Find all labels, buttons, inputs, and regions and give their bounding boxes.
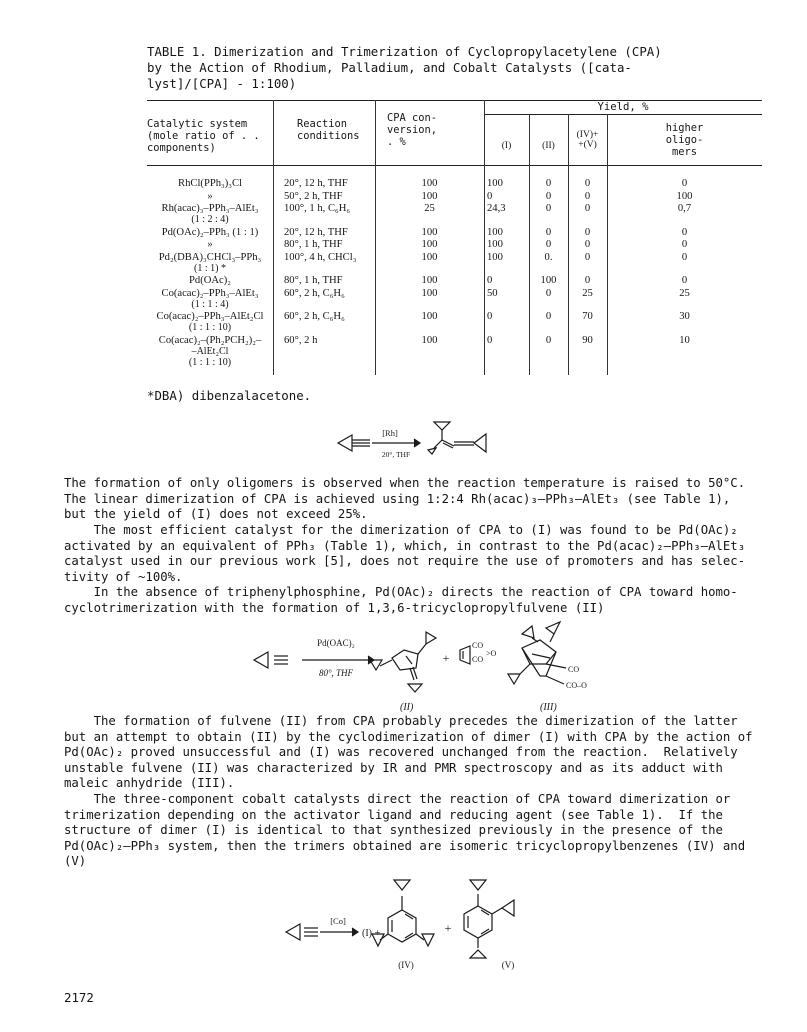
cell-catalytic-system: (1 : 1) *: [194, 262, 226, 274]
header-higher-oligomers: higher oligo- mers: [665, 122, 704, 158]
cell-conv: 25: [424, 203, 435, 214]
scheme2-below: 80°, THF: [318, 668, 354, 678]
cell-conv: 100: [421, 275, 438, 286]
cell-catalytic-system: (1 : 1 : 10): [188, 356, 232, 368]
adduct-co-o: CO–O: [566, 681, 587, 690]
page-number: 2172: [64, 990, 94, 1005]
cell-y1: 0: [487, 275, 493, 286]
cell-y1: 0: [487, 190, 493, 202]
cell-y1: 100: [487, 226, 503, 238]
paragraph: The formation of only oligomers is observed when the reaction temperature is raised to 50°C. The linear dimerization of CPA is achieved using 1:2:4 Rh(acac)₃–PPh₃–AlEt₃ (see Table 1), but the yield of (I) does not exceed 25%.: [64, 476, 746, 521]
label-compound-V: (V): [501, 960, 515, 970]
cell-catalytic-system: (1 : 2 : 4): [191, 214, 229, 225]
anhydride-co-top: CO: [472, 641, 484, 650]
cell-y2: 0: [545, 334, 552, 346]
cell-cond: 100°, 1 h, C₆H₆: [284, 203, 351, 214]
label-compound-IV: (IV): [398, 960, 414, 970]
cell-y1: 100: [487, 251, 503, 263]
paragraph: In the absence of triphenylphosphine, Pd(OAc)₂ directs the reaction of CPA toward homo- cyclotrimerization with the formation of 1,3,6-tricyclopropylfulvene (II): [64, 585, 738, 615]
cell-hig: 0: [681, 239, 688, 250]
cell-y1: 0: [487, 311, 493, 322]
cell-cond: 20°, 12 h, THF: [284, 226, 348, 238]
cell-conv: 100: [421, 190, 438, 202]
cell-conv: 100: [421, 178, 438, 189]
cell-hig: 0: [681, 178, 688, 189]
caption-line: TABLE 1. Dimerization and Trimerization of Cyclopropylacetylene (CPA): [147, 44, 662, 59]
cell-y45: 0: [584, 251, 591, 263]
cell-y2: 0: [545, 203, 552, 214]
header-yield-I: (I): [501, 141, 512, 151]
data-table: [147, 100, 762, 380]
scheme3-plus-I: (I) +: [362, 928, 381, 939]
caption-line: by the Action of Rhodium, Palladium, and Cobalt Catalysts ([cata-: [147, 60, 632, 75]
cell-y2: 0: [545, 190, 552, 202]
cell-catalytic-system: –AlEt₂Cl: [191, 345, 229, 357]
cell-y1: 50: [487, 287, 498, 299]
cell-hig: 25: [679, 287, 690, 299]
scheme2-plus: +: [442, 651, 450, 665]
cell-hig: 0: [681, 275, 688, 286]
header-reaction-conditions: Reaction conditions: [297, 118, 360, 142]
cell-cond: 60°, 2 h, C₆H₆: [284, 311, 345, 322]
table-caption: [147, 44, 707, 92]
cell-y2: 0: [545, 239, 552, 250]
paragraph: The most efficient catalyst for the dimerization of CPA to (I) was found to be Pd(OAc)₂ activated by an equivalent of PPh₃ (Table 1), which, in contrast to the Pd(acac)₂–PPh₃–AlEt₃ catalyst used in our previous work [5], does not require the use of promoters and has selec- tivity of ~100%.: [64, 523, 746, 584]
cell-y45: 0: [584, 190, 591, 202]
cell-catalytic-system: Rh(acac)₃–PPh₃–AlEt₃: [161, 203, 259, 214]
cell-catalytic-system: Pd₂(DBA)₃CHCl₃–PPh₃: [158, 251, 262, 263]
scheme1-above: [Rh]: [382, 428, 398, 438]
header-bottom-rule: [147, 165, 762, 166]
scheme2-above: Pd(OAC)₂: [317, 638, 355, 648]
cell-y2: 0: [545, 178, 552, 189]
cell-hig: 10: [679, 334, 690, 346]
anhydride-co-bottom: CO: [472, 655, 484, 664]
cell-y45: 0: [584, 178, 591, 189]
cell-conv: 100: [421, 251, 438, 263]
cell-conv: 100: [421, 226, 438, 238]
cell-y2: 100: [540, 275, 557, 286]
cell-hig: 30: [679, 311, 690, 322]
cell-cond: 80°, 1 h, THF: [284, 239, 343, 250]
cell-catalytic-system: »: [207, 190, 213, 202]
cell-catalytic-system: (1 : 1 : 10): [188, 322, 232, 333]
cell-y1: 24,3: [487, 203, 506, 214]
cell-catalytic-system: Pd(OAc)₂: [189, 275, 231, 286]
cell-y45: 25: [582, 287, 593, 299]
label-compound-III: (III): [540, 702, 557, 713]
cell-catalytic-system: (1 : 1 : 4): [191, 298, 229, 310]
cell-cond: 100°, 4 h, CHCl₃: [284, 251, 357, 263]
cell-hig: 0: [681, 226, 688, 238]
cell-y1: 100: [487, 178, 503, 189]
cell-catalytic-system: Co(acac)₂–PPh₃–AlEt₃: [161, 287, 259, 299]
cell-catalytic-system: »: [207, 239, 213, 250]
cell-catalytic-system: Co(acac)₂–PPh₃–AlEt₂Cl: [156, 311, 264, 322]
cell-cond: 80°, 1 h, THF: [284, 275, 343, 286]
anhydride-oxygen: >O: [486, 649, 497, 658]
table-footnote: *DBA) dibenzalacetone.: [147, 388, 312, 403]
cell-y45: 0: [584, 239, 591, 250]
header-yield-group: Yield, %: [597, 101, 649, 113]
scheme3-plus: +: [444, 921, 452, 935]
col-divider: [273, 100, 274, 375]
cell-y45: 0: [584, 203, 591, 214]
cell-y45: 0: [584, 275, 591, 286]
scheme3-above: [Co]: [330, 916, 346, 926]
cell-catalytic-system: RhCl(PPh₃)₃Cl: [178, 178, 242, 189]
cell-y45: 90: [582, 334, 593, 346]
cell-catalytic-system: Co(acac)₂–(Ph₂PCH₂)₂–: [158, 334, 262, 346]
cell-conv: 100: [421, 287, 438, 299]
adduct-co: CO: [568, 665, 580, 674]
cell-y2: 0.: [544, 251, 553, 263]
header-cpa-conversion: CPA con- version, . %: [387, 112, 438, 148]
cell-y45: 70: [582, 311, 593, 322]
cell-hig: 0: [681, 251, 688, 263]
cell-conv: 100: [421, 311, 438, 322]
cell-conv: 100: [421, 334, 438, 346]
yield-group-rule: [484, 114, 762, 115]
cell-catalytic-system: Pd(OAc)₂–PPh₃ (1 : 1): [161, 226, 259, 238]
caption-line: lyst]/[CPA] - 1:100): [147, 76, 297, 91]
cell-y1: 100: [487, 239, 503, 250]
paragraph: The three-component cobalt catalysts direct the reaction of CPA toward dimerization or trimerization depending on the activator ligand and reducing agent (see Table 1). If the structure of dimer (I) is identical to that synthesized previously in the presence of the Pd(OAc)₂–PPh₃ system, then the trimers obtained are isomeric tricyclopropylbenzenes (IV) and (V): [64, 792, 746, 868]
cell-y45: 0: [584, 226, 591, 238]
label-compound-II: (II): [400, 702, 414, 713]
scheme1-below: 20°, THF: [381, 450, 411, 459]
header-yield-IV-V: (IV)+ +(V): [576, 130, 599, 150]
cell-y2: 0: [545, 311, 552, 322]
header-yield-II: (II): [542, 141, 555, 151]
cell-cond: 20°, 12 h, THF: [284, 178, 348, 189]
cell-hig: 0,7: [677, 203, 692, 214]
cell-conv: 100: [421, 239, 438, 250]
scheme-pd-trimerization: [250, 618, 610, 718]
cell-y2: 0: [545, 226, 552, 238]
cell-cond: 50°, 2 h, THF: [284, 190, 343, 202]
header-catalytic-system: Catalytic system (mole ratio of . . components): [147, 118, 260, 154]
scheme-co-trimerization: [282, 872, 542, 972]
paragraph: The formation of fulvene (II) from CPA probably precedes the dimerization of the latter but an attempt to obtain (II) by the cyclodimerization of dimer (I) with CPA by the action of Pd(OAc)₂ proved unsuccessful and (I) was recovered unchanged from the reaction. Relatively unstable fulvene (II) was characterized by IR and PMR spectroscopy and as its adduct with maleic anhydride (III).: [64, 714, 753, 790]
cell-y2: 0: [545, 287, 552, 299]
cell-hig: 100: [676, 190, 693, 202]
cell-cond: 60°, 2 h, C₆H₆: [284, 287, 345, 299]
cell-cond: 60°, 2 h: [284, 334, 318, 346]
scheme-rh-dimerization: [330, 412, 500, 472]
cell-y1: 0: [487, 334, 493, 346]
